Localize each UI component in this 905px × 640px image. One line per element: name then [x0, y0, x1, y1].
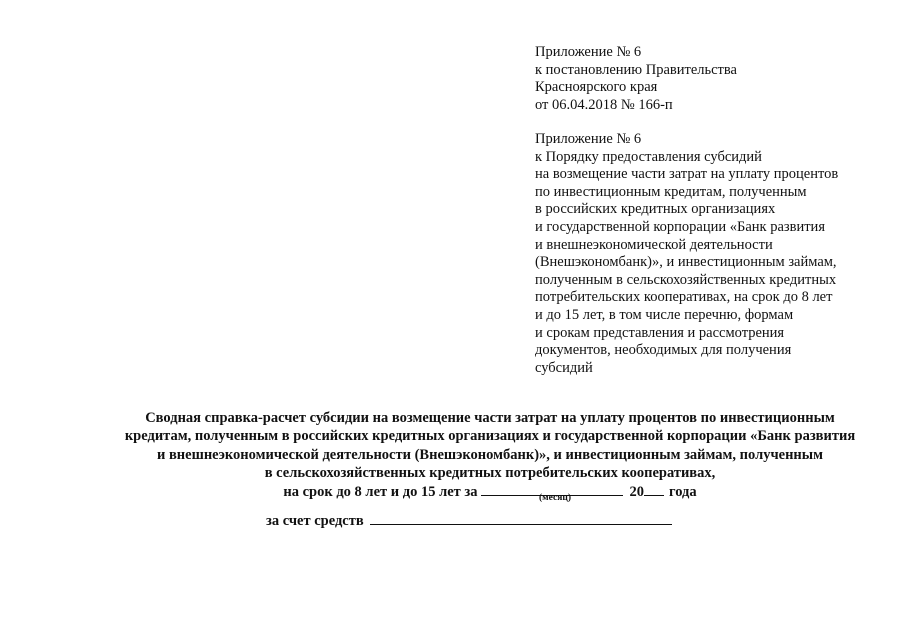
appendix-procedure-block: [535, 131, 875, 377]
month-caption: (месяц): [539, 493, 571, 503]
appendix-line: и срокам представления и рассмотрения: [535, 324, 785, 341]
title-period-line: [80, 482, 900, 501]
title-line: и внешнеэкономической деятельности (Внешэкономбанк)», и инвестиционным займам, полученным: [156, 446, 823, 463]
title-line: Сводная справка-расчет субсидии на возмещение части затрат на уплату процентов по инвестиционным: [145, 410, 835, 426]
appendix-line: и внешнеэкономической деятельности: [535, 236, 773, 253]
appendix-line: Приложение № 6: [535, 131, 642, 147]
document-title: [80, 409, 900, 501]
appendix-line: в российских кредитных организациях: [535, 201, 776, 218]
appendix-line: к постановлению Правительства: [535, 61, 737, 78]
funds-label: за счет средств: [266, 513, 364, 529]
appendix-line: полученным в сельскохозяйственных кредитных: [535, 271, 837, 288]
appendix-line: к Порядку предоставления субсидий: [535, 148, 762, 165]
title-line: кредитам, полученным в российских кредитных организациях и государственной корпорации «Банк развития: [124, 428, 856, 445]
appendix-resolution-block: [535, 44, 875, 114]
year-prefix: 20: [629, 484, 644, 501]
appendix-line: субсидий: [535, 359, 593, 376]
appendix-line: документов, необходимых для получения: [535, 342, 792, 359]
appendix-line: Красноярского края: [535, 79, 658, 96]
year-suffix: года: [668, 484, 697, 501]
appendix-line: на возмещение части затрат на уплату процентов: [535, 166, 839, 183]
appendix-line: потребительских кооперативах, на срок до 8 лет: [535, 289, 833, 306]
appendix-line: и до 15 лет, в том числе перечню, формам: [535, 306, 794, 323]
appendix-line: Приложение № 6: [535, 44, 642, 60]
appendix-line: и государственной корпорации «Банк развития: [535, 218, 825, 235]
period-prefix: на срок до 8 лет и до 15 лет за: [283, 484, 478, 501]
appendix-line: (Внешэкономбанк)», и инвестиционным займам,: [535, 254, 837, 271]
appendix-line: от 06.04.2018 № 166-п: [535, 96, 673, 113]
appendix-line: по инвестиционным кредитам, полученным: [535, 183, 807, 200]
funds-line: [266, 511, 672, 530]
title-line: в сельскохозяйственных кредитных потребительских кооперативах,: [264, 464, 716, 481]
year-blank-field: [644, 482, 664, 496]
funds-blank-field: [370, 511, 672, 525]
